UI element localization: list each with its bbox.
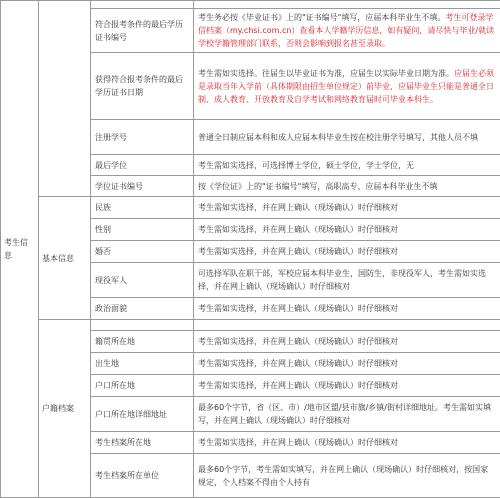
field-desc-text: 考生务必按《毕业证书》上的"证书编号"填写，应届本科毕业生不填。 <box>198 13 445 22</box>
field-label <box>91 1 194 9</box>
table-row <box>1 197 500 219</box>
section-basic-info: 基本信息 <box>39 197 91 320</box>
field-label: 户口所在地详细地址 <box>91 397 194 432</box>
field-desc: 考生需如实选择，并在网上确认（现场确认）时仔细核对 <box>194 375 500 397</box>
field-desc: 最多60个字节，省（区、市）/地市区盟/县市旗/乡镇/街村详细地址。考生需如实填写，并在网上确认（现场确认）时仔细核对 <box>194 397 500 432</box>
field-desc: 考生需如实选择，并在网上确认（现场确认）时仔细核对 <box>194 353 500 375</box>
field-label: 考生档案所在单位 <box>91 454 194 498</box>
field-desc <box>194 1 500 9</box>
table-row <box>1 1 500 9</box>
field-desc: 考生需如实选择，可选择博士学位，硕士学位，学士学位，无 <box>194 155 500 176</box>
field-label <box>91 320 194 331</box>
field-desc: 考生需如实选择，并在网上确认（现场确认）时仔细核对 <box>194 331 500 353</box>
field-desc-text: 考生需如实选择。往届生以毕业证书为准，应届生以实际毕业日期为准。 <box>198 69 454 78</box>
field-label: 政治面貌 <box>91 298 194 320</box>
table-row <box>1 320 500 331</box>
field-desc-warning: 应届生必须是录取当年入学前（具体期限由招生单位规定）前毕业，应届毕业生只能是普通全日制、成人教育、开放教育及自学考试和网络教育届时可毕业本科生。 <box>198 69 494 104</box>
field-label: 最后学位 <box>91 155 194 176</box>
field-desc <box>194 53 500 120</box>
section-household-archive: 户籍档案 <box>39 320 91 498</box>
field-label: 出生地 <box>91 353 194 375</box>
field-label: 婚否 <box>91 241 194 263</box>
field-desc <box>194 320 500 331</box>
field-desc: 按《学位证》上的"证书编号"填写，高职高专、应届本科毕业生不填 <box>194 176 500 197</box>
field-label: 获得符合报考条件的最后学历证书日期 <box>91 53 194 120</box>
field-label: 注册学号 <box>91 120 194 155</box>
field-desc: 可选择军队在职干部，军校应届本科毕业生，国防生，非现役军人，考生需如实选择，并在网上确认（现场确认）时仔细核对 <box>194 263 500 298</box>
section-candidate-info: 考生信息 <box>1 1 39 498</box>
field-desc: 考生需如实选择，并在网上确认（现场确认）时仔细核对 <box>194 219 500 241</box>
field-label: 现役军人 <box>91 263 194 298</box>
field-desc-warning: 考生可登录学信档案（my.chsi.com.cn）查看本人学籍学历信息，如有疑问，请尽快与毕业/就读学校学籍管理部门联系，否则会影响到报名甚至录取。 <box>198 13 494 48</box>
field-label: 性别 <box>91 219 194 241</box>
field-desc: 考生需如实选择，并在网上确认（现场确认）时仔细核对 <box>194 432 500 454</box>
field-desc <box>194 9 500 53</box>
field-desc: 最多60个字节，考生需如实填写，并在网上确认（现场确认）时仔细核对，按国家规定，个人档案不得由个人持有 <box>194 454 500 498</box>
field-label: 民族 <box>91 197 194 219</box>
field-desc: 普通全日制应届本科和成人应届本科毕业生按在校注册学号填写，其他人员不填 <box>194 120 500 155</box>
field-label: 学位证书编号 <box>91 176 194 197</box>
section-education-blank <box>39 1 91 197</box>
field-desc: 考生需如实选择，并在网上确认（现场确认）时仔细核对 <box>194 241 500 263</box>
field-label: 符合报考条件的最后学历证书编号 <box>91 9 194 53</box>
field-label: 籍贯所在地 <box>91 331 194 353</box>
field-label: 考生档案所在地 <box>91 432 194 454</box>
field-desc: 考生需如实选择，并在网上确认（现场确认）时仔细核对 <box>194 298 500 320</box>
field-desc: 考生需如实选择，并在网上确认（现场确认）时仔细核对 <box>194 197 500 219</box>
field-label: 户口所在地 <box>91 375 194 397</box>
